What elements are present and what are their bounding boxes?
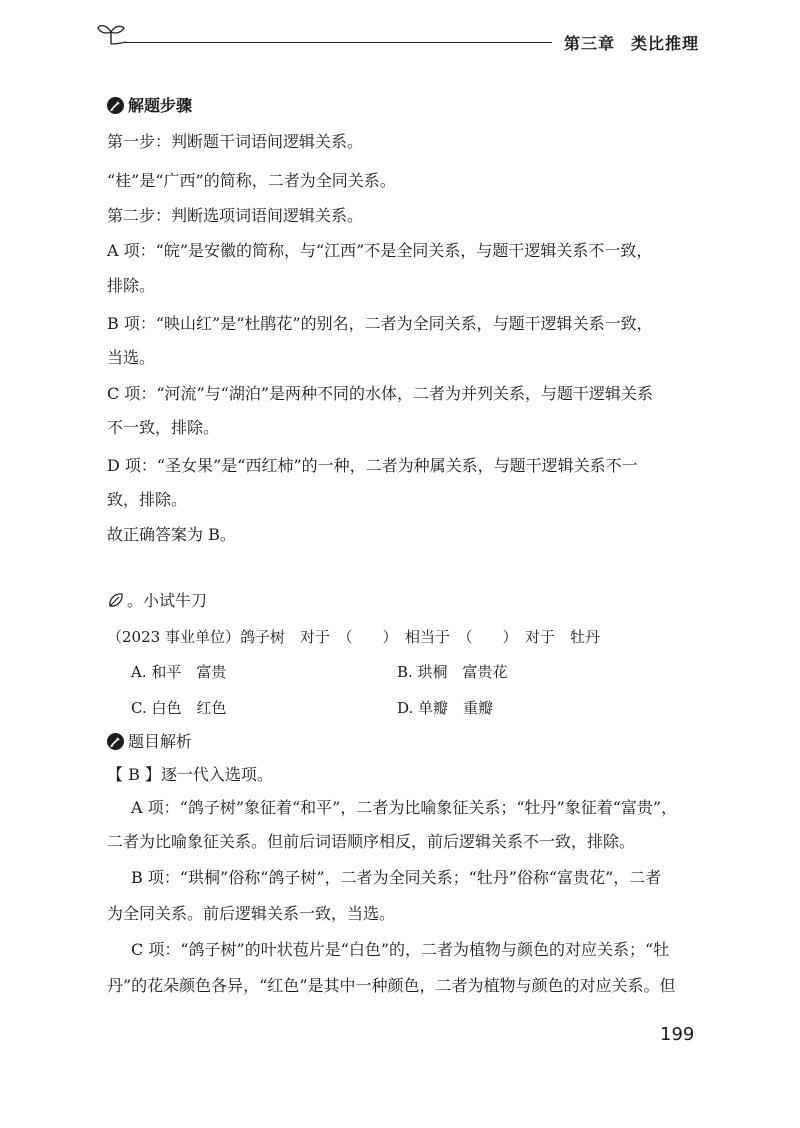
text-line: C 项：“河流”与“湖泊”是两种不同的水体，二者为并列关系，与题干逻辑关系 (107, 384, 654, 403)
text-line: 为全同关系。前后逻辑关系一致，当选。 (107, 904, 396, 923)
final-answer-line: 故正确答案为 B。 (107, 525, 236, 544)
analysis-heading: 题目解析 (107, 732, 192, 752)
text-line: 排除。 (107, 276, 156, 295)
text-line: 第二步：判断选项词语间逻辑关系。 (107, 206, 364, 225)
text-line: 致，排除。 (107, 490, 188, 509)
text-line: 丹”的花朵颜色各异，“红色”是其中一种颜色，二者为植物与颜色的对应关系。但 (107, 976, 676, 995)
chapter-number: 第三章 (564, 34, 616, 53)
practice-question: （2023 事业单位）鸽子树 对于 （ ） 相当于 （ ） 对于 牡丹 (107, 628, 600, 646)
pencil-badge-icon (107, 733, 124, 750)
page-number: 199 (660, 1024, 695, 1045)
option-b: B. 珙桐 富贵花 (397, 663, 508, 681)
text-line: 当选。 (107, 348, 156, 367)
text-line: C 项：“鸽子树”的叶状苞片是“白色”的，二者为植物与颜色的对应关系；“牡 (131, 940, 670, 959)
text-line: “桂”是“广西”的简称，二者为全同关系。 (107, 171, 396, 190)
text-line: A 项：“鸽子树”象征着“和平”，二者为比喻象征关系；“牡丹”象征着“富贵”， (131, 798, 678, 817)
leaf-icon (107, 591, 125, 609)
text-line: 第一步：判断题干词语间逻辑关系。 (107, 132, 364, 151)
text-line: D 项：“圣女果”是“西红柿”的一种，二者为种属关系，与题干逻辑关系不一 (107, 456, 638, 475)
option-c: C. 白色 红色 (131, 699, 227, 717)
text-line: A 项：“皖”是安徽的简称，与“江西”不是全同关系，与题干逻辑关系不一致， (107, 241, 653, 260)
practice-heading: 。小试牛刀 (107, 591, 207, 611)
running-header (564, 31, 715, 54)
text-line: B 项：“映山红”是“杜鹃花”的别名，二者为全同关系，与题干逻辑关系一致， (107, 314, 653, 333)
header-rule (124, 42, 552, 43)
chapter-title: 类比推理 (631, 34, 700, 53)
sprout-logo-icon (96, 20, 126, 46)
option-a: A. 和平 富贵 (131, 663, 227, 681)
answer-line: 【 B 】逐一代入选项。 (107, 765, 273, 784)
text-line: 二者为比喻象征关系。但前后词语顺序相反，前后逻辑关系不一致，排除。 (107, 832, 636, 851)
pencil-badge-icon (107, 97, 124, 114)
text-line: B 项：“珙桐”俗称“鸽子树”，二者为全同关系；“牡丹”俗称“富贵花”，二者 (131, 868, 662, 887)
solution-steps-heading: 解题步骤 (107, 96, 192, 116)
text-line: 不一致，排除。 (107, 418, 220, 437)
option-d: D. 单瓣 重瓣 (397, 699, 494, 717)
